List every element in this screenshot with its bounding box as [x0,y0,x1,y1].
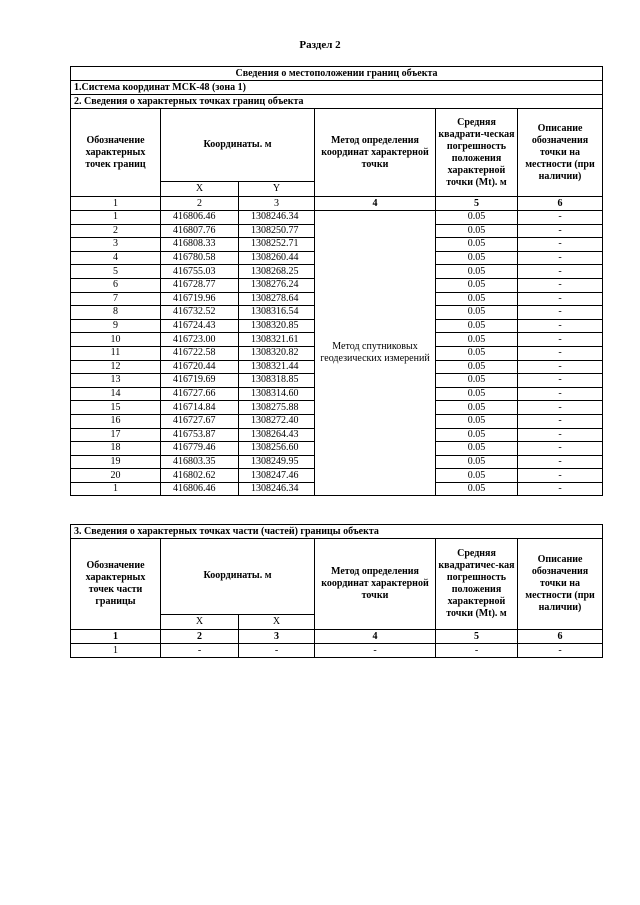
col-number: 4 [315,630,436,644]
coord-y: - [239,644,315,658]
coord-y: 1308318.85 [239,374,315,388]
coord-x: 416806.46 [161,482,239,496]
coord-x: - [161,644,239,658]
coord-x: 416808.33 [161,238,239,252]
coord-y: 1308246.34 [239,482,315,496]
header-method: Метод определения координат характерной точки [315,539,436,630]
coord-x: 416722.58 [161,346,239,360]
part2-title: 2. Сведения о характерных точках границ объекта [71,95,603,109]
description: - [518,265,603,279]
error-value: 0.05 [436,306,518,320]
description: - [518,292,603,306]
header-method: Метод определения координат характерной точки [315,109,436,197]
error-value: - [436,644,518,658]
col-number: 4 [315,197,436,211]
error-value: 0.05 [436,319,518,333]
error-value: 0.05 [436,238,518,252]
coord-y: 1308272.40 [239,414,315,428]
description: - [518,251,603,265]
coord-x: 416806.46 [161,211,239,225]
coord-y: 1308249.95 [239,455,315,469]
coord-y: 1308278.64 [239,292,315,306]
description: - [518,319,603,333]
table-title: Сведения о местоположении границ объекта [71,67,603,81]
description: - [518,414,603,428]
description: - [518,469,603,483]
coord-y: 1308314.60 [239,387,315,401]
error-value: 0.05 [436,414,518,428]
error-value: 0.05 [436,224,518,238]
col-number: 2 [161,630,239,644]
coord-y: 1308256.60 [239,442,315,456]
coord-y: 1308320.85 [239,319,315,333]
boundary-points-table [70,66,603,496]
section-title: Раздел 2 [299,39,341,51]
description: - [518,482,603,496]
coord-x: 416755.03 [161,265,239,279]
coord-x: 416753.87 [161,428,239,442]
description: - [518,211,603,225]
description: - [518,374,603,388]
point-number: 12 [71,360,161,374]
method: - [315,644,436,658]
error-value: 0.05 [436,346,518,360]
coord-y: 1308320.82 [239,346,315,360]
point-number: 6 [71,278,161,292]
coord-x: 416732.52 [161,306,239,320]
coord-x: 416719.69 [161,374,239,388]
description: - [518,346,603,360]
coord-y: 1308275.88 [239,401,315,415]
point-number: 17 [71,428,161,442]
error-value: 0.05 [436,374,518,388]
header-x: X [161,614,239,629]
description: - [518,401,603,415]
description: - [518,428,603,442]
point-number: 1 [71,644,161,658]
description: - [518,644,603,658]
error-value: 0.05 [436,251,518,265]
description: - [518,442,603,456]
error-value: 0.05 [436,401,518,415]
header-desc: Описание обозначения точки на местности (при наличии) [518,109,603,197]
description: - [518,360,603,374]
coord-system: 1.Система координат МСК-48 (зона 1) [71,81,603,95]
coord-x: 416803.35 [161,455,239,469]
coord-x: 416802.62 [161,469,239,483]
error-value: 0.05 [436,387,518,401]
header-coords: Координаты. м [161,109,315,182]
header-x: X [161,182,239,197]
description: - [518,224,603,238]
header-y: Y [239,182,315,197]
part-boundary-points-table [70,524,603,658]
error-value: 0.05 [436,211,518,225]
col-number: 5 [436,197,518,211]
coord-x: 416720.44 [161,360,239,374]
coord-x: 416728.77 [161,278,239,292]
coord-x: 416723.00 [161,333,239,347]
col-number: 3 [239,197,315,211]
method-value: Метод спутниковых геодезических измерений [315,211,436,496]
col-number: 5 [436,630,518,644]
point-number: 18 [71,442,161,456]
point-number: 14 [71,387,161,401]
point-number: 4 [71,251,161,265]
coord-x: 416779.46 [161,442,239,456]
point-number: 19 [71,455,161,469]
coord-y: 1308264.43 [239,428,315,442]
coord-y: 1308247.46 [239,469,315,483]
description: - [518,238,603,252]
point-number: 5 [71,265,161,279]
description: - [518,306,603,320]
coord-y: 1308260.44 [239,251,315,265]
coord-y: 1308250.77 [239,224,315,238]
description: - [518,387,603,401]
coord-y: 1308321.44 [239,360,315,374]
point-number: 1 [71,211,161,225]
coord-y: 1308252.71 [239,238,315,252]
table-row [71,644,603,658]
point-number: 7 [71,292,161,306]
point-number: 2 [71,224,161,238]
coord-x: 416724.43 [161,319,239,333]
point-number: 16 [71,414,161,428]
col-number: 1 [71,197,161,211]
header-desc: Описание обозначения точки на местности (при наличии) [518,539,603,630]
point-number: 20 [71,469,161,483]
col-number: 6 [518,630,603,644]
point-number: 13 [71,374,161,388]
coord-x: 416727.66 [161,387,239,401]
header-error: Средняя квадрати-ческая погрешность положения характерной точки (Mt). м [436,109,518,197]
point-number: 15 [71,401,161,415]
error-value: 0.05 [436,292,518,306]
error-value: 0.05 [436,482,518,496]
coord-x: 416807.76 [161,224,239,238]
point-number: 1 [71,482,161,496]
error-value: 0.05 [436,278,518,292]
col-number: 2 [161,197,239,211]
col-number: 3 [239,630,315,644]
description: - [518,278,603,292]
header-coords: Координаты. м [161,539,315,615]
header-y: X [239,614,315,629]
col-number: 6 [518,197,603,211]
coord-y: 1308321.61 [239,333,315,347]
coord-x: 416727.67 [161,414,239,428]
error-value: 0.05 [436,333,518,347]
part3-title: 3. Сведения о характерных точках части (частей) границы объекта [71,525,603,539]
description: - [518,455,603,469]
header-point: Обозначение характерных точек части границы [71,539,161,630]
error-value: 0.05 [436,469,518,483]
description: - [518,333,603,347]
coord-y: 1308246.34 [239,211,315,225]
point-number: 9 [71,319,161,333]
header-error: Средняя квадратичес-кая погрешность положения характерной точки (Mt). м [436,539,518,630]
col-number: 1 [71,630,161,644]
error-value: 0.05 [436,428,518,442]
point-number: 8 [71,306,161,320]
error-value: 0.05 [436,265,518,279]
coord-y: 1308268.25 [239,265,315,279]
coord-y: 1308276.24 [239,278,315,292]
error-value: 0.05 [436,455,518,469]
error-value: 0.05 [436,442,518,456]
header-point: Обозначение характерных точек границ [71,109,161,197]
point-number: 10 [71,333,161,347]
coord-x: 416719.96 [161,292,239,306]
coord-y: 1308316.54 [239,306,315,320]
point-number: 11 [71,346,161,360]
point-number: 3 [71,238,161,252]
coord-x: 416714.84 [161,401,239,415]
coord-x: 416780.58 [161,251,239,265]
error-value: 0.05 [436,360,518,374]
table-row [71,211,603,225]
